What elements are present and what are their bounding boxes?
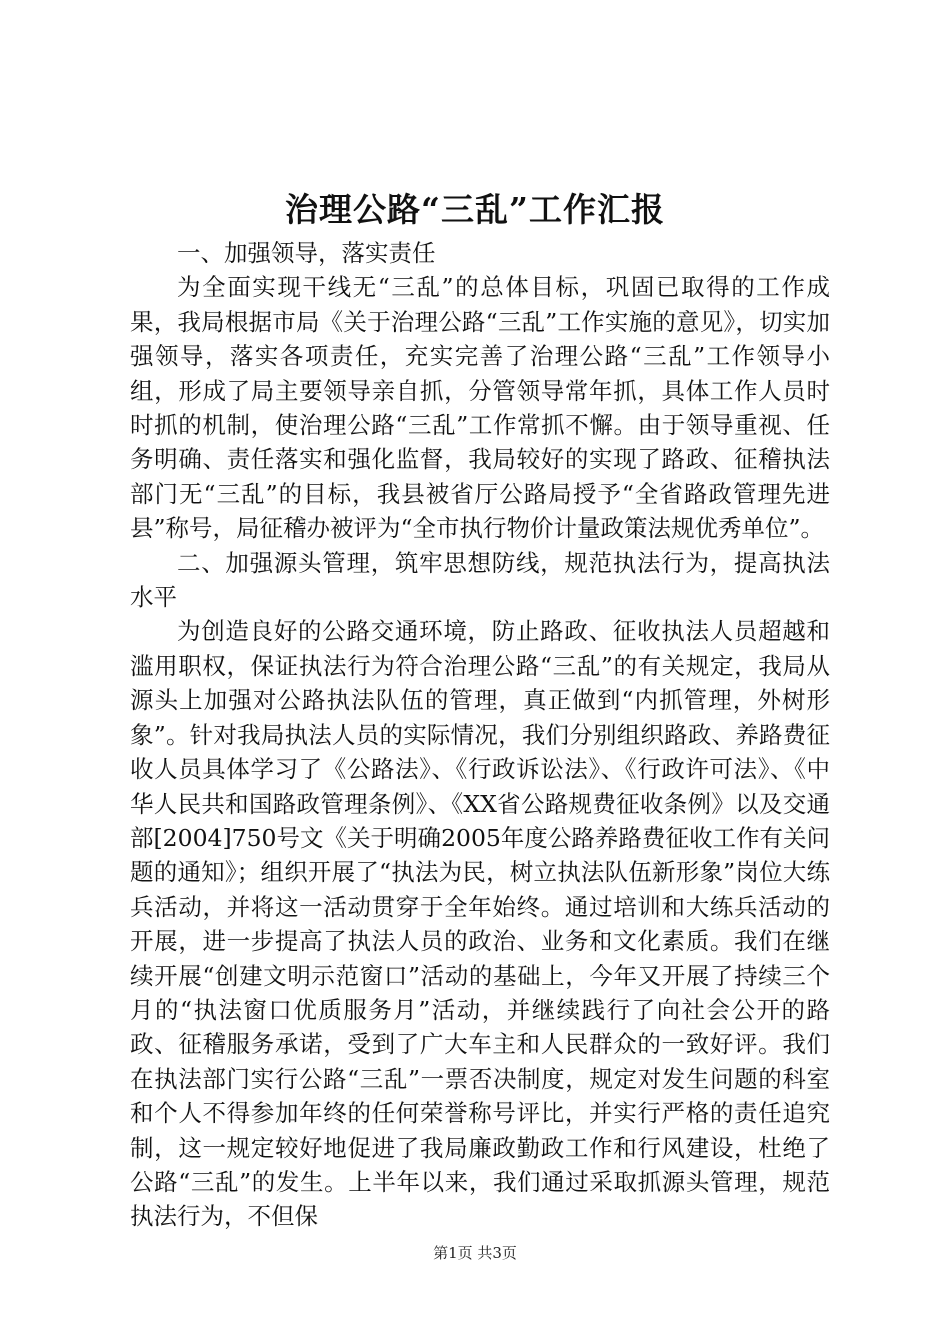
body-paragraph: 为创造良好的公路交通环境，防止路政、征收执法人员超越和滥用职权，保证执法行为符合治理公路“三乱”的有关规定，我局从源头上加强对公路执法队伍的管理，真正做到“内抓管理，外树形象”。针对我局执法人员的实际情况，我们分别组织路政、养路费征收人员具体学习了《公路法》、《行政诉讼法》、《行政许可法》、《中华人民共和国路政管理条例》、《XX省公路规费征收条例》以及交通部[2004]750号文《关于明确2005年度公路养路费征收工作有关问题的通知》；组织开展了“执法为民，树立执法队伍新形象”岗位大练兵活动，并将这一活动贯穿于全年始终。通过培训和大练兵活动的开展，进一步提高了执法人员的政治、业务和文化素质。我们在继续开展“创建文明示范窗口”活动的基础上，今年又开展了持续三个月的“执法窗口优质服务月”活动，并继续践行了向社会公开的路政、征稽服务承诺，受到了广大车主和人民群众的一致好评。我们在执法部门实行公路“三乱”一票否决制度，规定对发生问题的科室和个人不得参加年终的任何荣誉称号评比，并实行严格的责任追究制，这一规定较好地促进了我局廉政勤政工作和行风建设，杜绝了公路“三乱”的发生。上半年以来，我们通过采取抓源头管理，规范执法行为，不但保: [130, 617, 830, 1231]
body-paragraph: 为全面实现干线无“三乱”的总体目标，巩固已取得的工作成果，我局根据市局《关于治理公路“三乱”工作实施的意见》，切实加强领导，落实各项责任，充实完善了治理公路“三乱”工作领导小组，形成了局主要领导亲自抓，分管领导常年抓，具体工作人员时时抓的机制，使治理公路“三乱”工作常抓不懈。由于领导重视、任务明确、责任落实和强化监督，我局较好的实现了路政、征稽执法部门无“三乱”的目标，我县被省厅公路局授予“全省路政管理先进县”称号，局征稽办被评为“全市执行物价计量政策法规优秀单位”。: [130, 273, 830, 543]
document-title: 治理公路“三乱”工作汇报: [285, 190, 665, 229]
document-body: [130, 236, 830, 1234]
page-number-footer: 第1页 共3页: [433, 1244, 517, 1262]
section-heading-2: 二、加强源头管理，筑牢思想防线，规范执法行为，提高执法水平: [130, 548, 830, 612]
section-heading-1: 一、加强领导，落实责任: [177, 239, 436, 267]
